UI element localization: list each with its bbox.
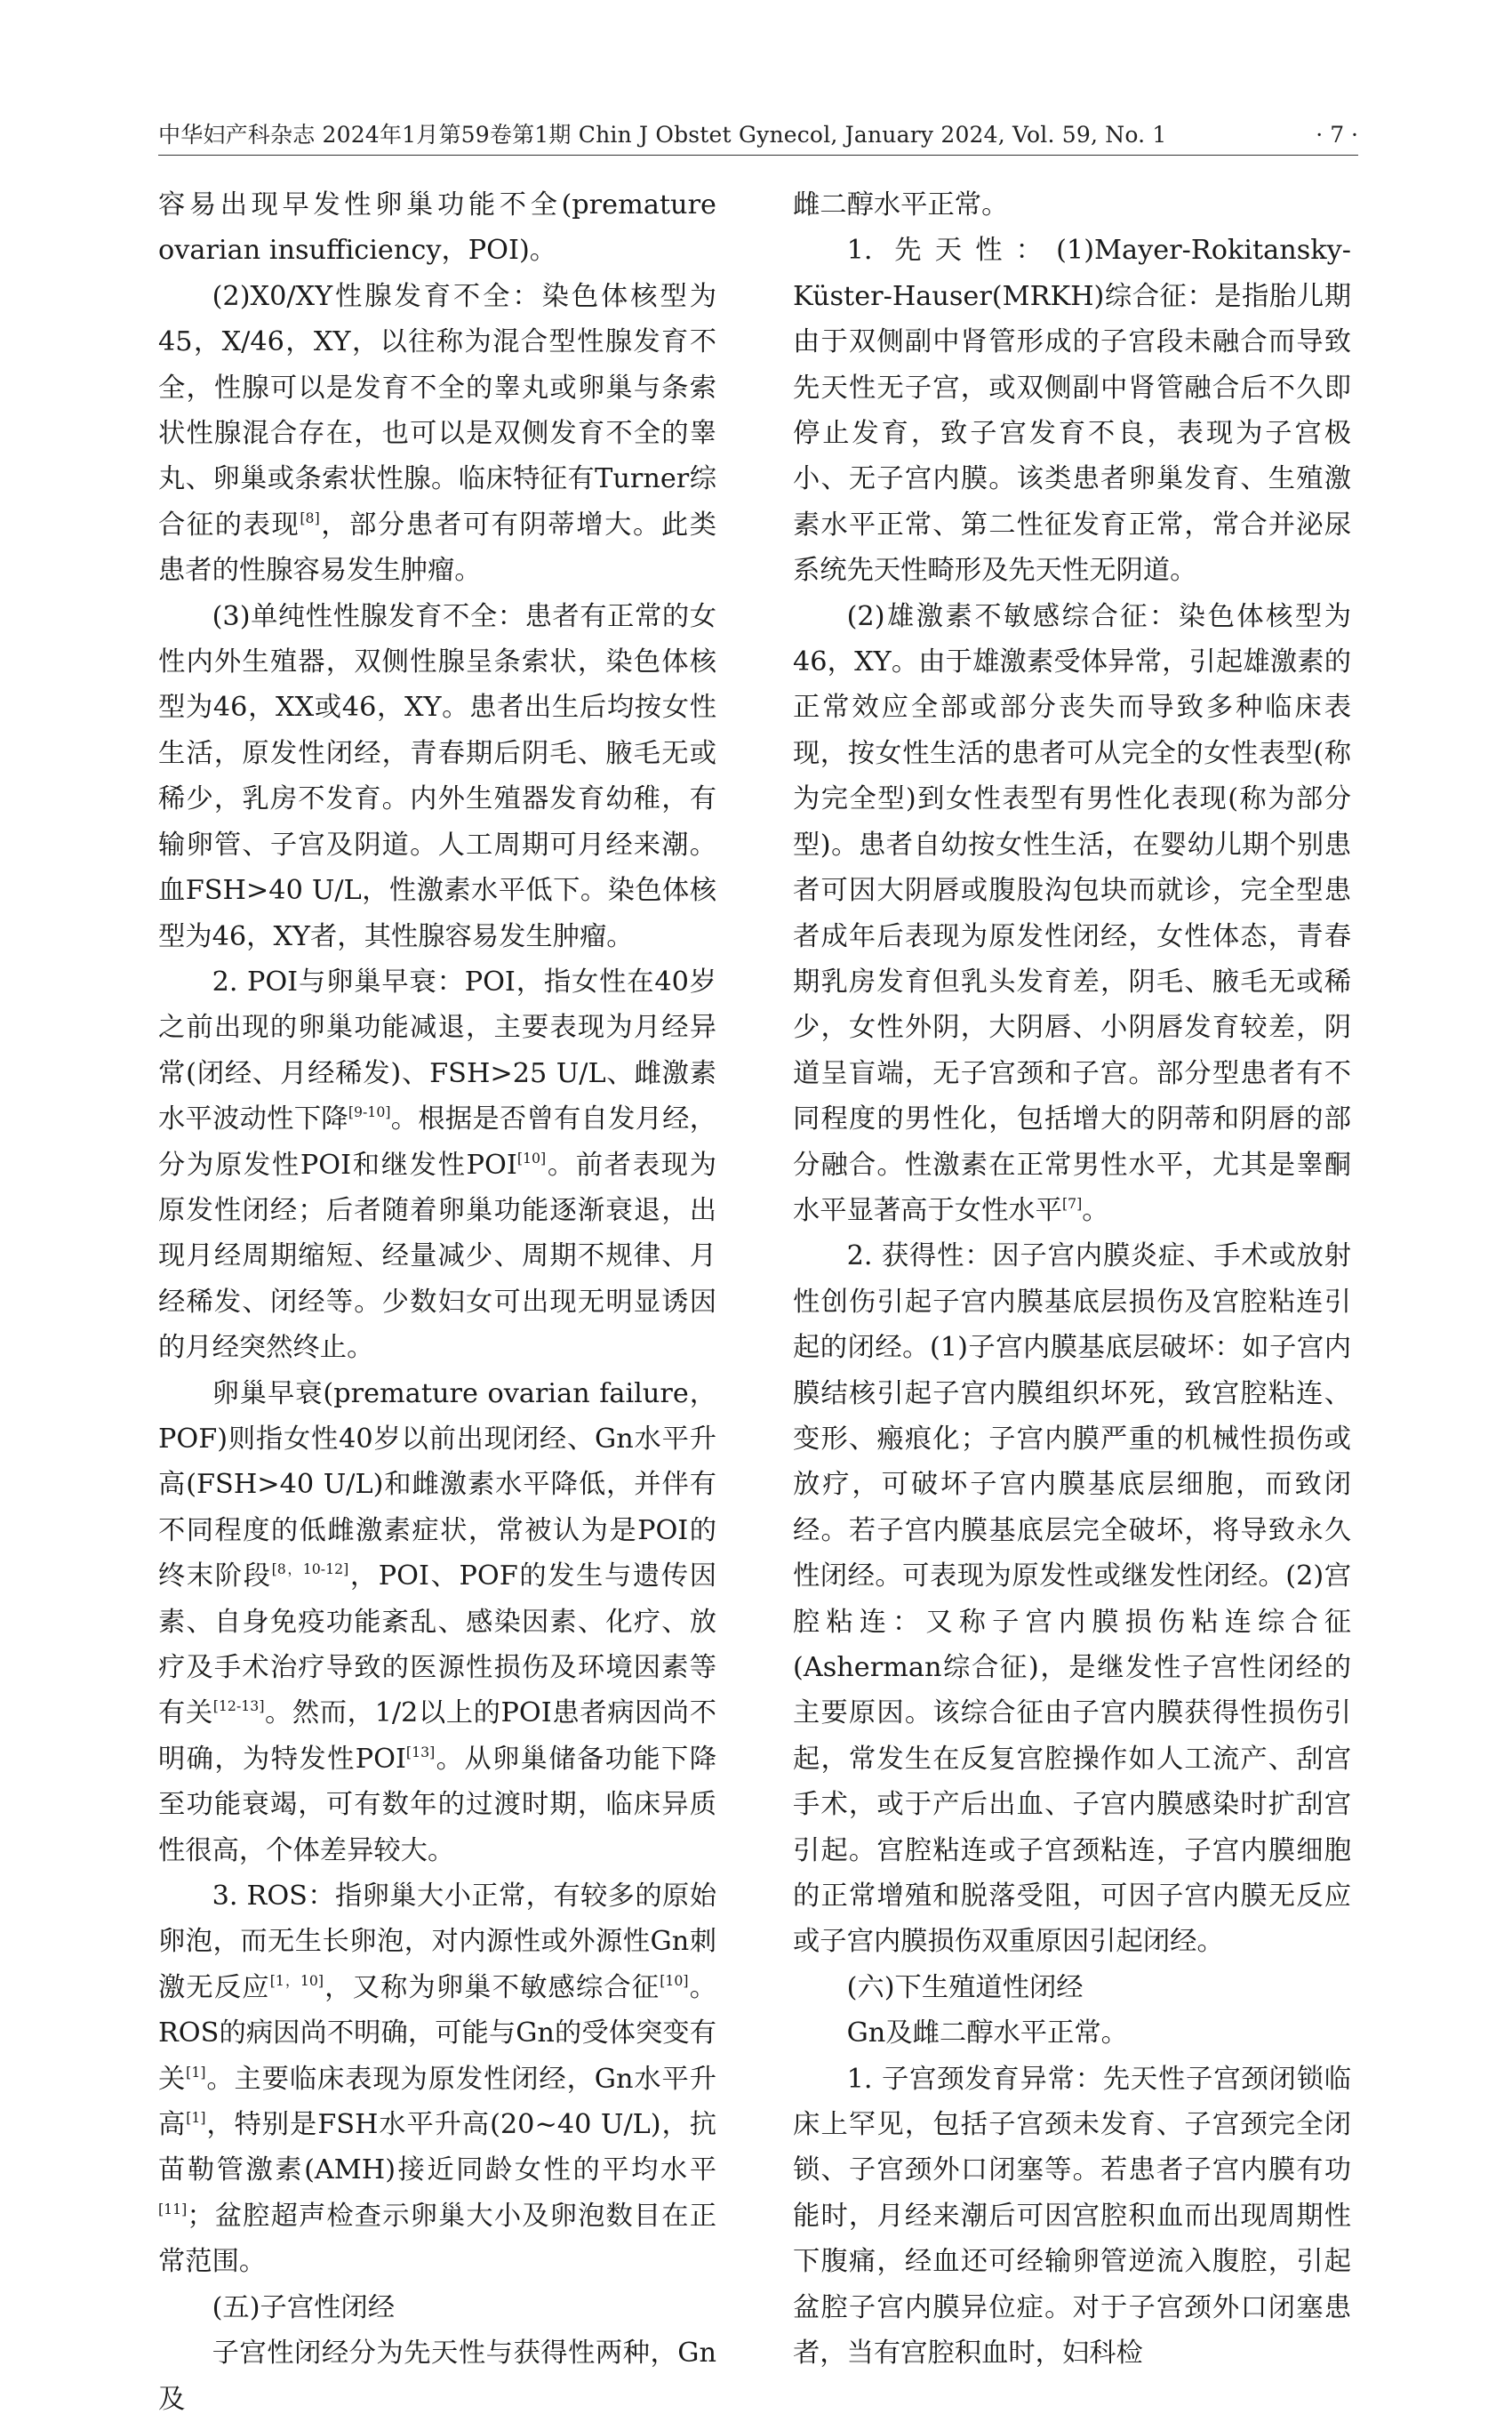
text-run: 2. 获得性：因子宫内膜炎症、手术或放射性创伤引起子宫内膜基底层损伤及宫腔粘连引起的闭经。(1)子宫内膜基底层破坏：如子宫内膜结核引起子宫内膜组织坏死，致宫腔粘连、变形、瘢痕化；子宫内膜严重的机械性损伤或放疗，可破坏子宫内膜基底层细胞，而致闭经。若子宫内膜基底层完全破坏，将导致永久性闭经。可表现为原发性或继发性闭经。(2)宫腔粘连：又称子宫内膜损伤粘连综合征(Asherman综合征)，是继发性子宫性闭经的主要原因。该综合征由子宫内膜获得性损伤引起，常发生在反复宫腔操作如人工流产、刮宫手术，或于产后出血、子宫内膜感染时扩刮宫引起。宫腔粘连或子宫颈粘连，子宫内膜细胞的正常增殖和脱落受阻，可因子宫内膜无反应或子宫内膜损伤双重原因引起闭经。 bbox=[793, 1240, 1351, 1958]
text-run: 雌二醇水平正常。 bbox=[793, 189, 1009, 221]
citation-superscript: [9-10] bbox=[348, 1103, 391, 1121]
text-run: Gn及雌二醇水平正常。 bbox=[846, 2017, 1128, 2049]
left-column bbox=[158, 182, 716, 2422]
citation-superscript: [1] bbox=[186, 2063, 206, 2081]
paragraph bbox=[793, 594, 1351, 1234]
paragraph bbox=[158, 1873, 716, 2285]
text-run: 。前者表现为原发性闭经；后者随着卵巢功能逐渐衰退，出现月经周期缩短、经量减少、周期不规律、月经稀发、闭经等。少数妇女可出现无明显诱因的月经突然终止。 bbox=[158, 1149, 716, 1364]
paragraph bbox=[158, 274, 716, 594]
citation-superscript: [11] bbox=[158, 2201, 188, 2218]
citation-superscript: [13] bbox=[405, 1744, 436, 1760]
right-column bbox=[793, 182, 1351, 2377]
paragraph bbox=[158, 1371, 716, 1873]
text-run: 子宫性闭经分为先天性与获得性两种，Gn及 bbox=[158, 2338, 716, 2415]
paragraph bbox=[793, 182, 1351, 228]
text-run: (2)雄激素不敏感综合征：染色体核型为46，XY。由于雄激素受体异常，引起雄激素的正常效应全部或部分丧失而导致多种临床表现，按女性生活的患者可从完全的女性表型(称为完全型)到女性表型有男性化表现(称为部分型)。患者自幼按女性生活，在婴幼儿期个别患者可因大阴唇或腹股沟包块而就诊，完全型患者成年后表现为原发性闭经，女性体态，青春期乳房发育但乳头发育差，阴毛、腋毛无或稀少，女性外阴，大阴唇、小阴唇发育较差，阴道呈盲端，无子宫颈和子宫。部分型患者有不同程度的男性化，包括增大的阴蒂和阴唇的部分融合。性激素在正常男性水平，尤其是睾酮水平显著高于女性水平 bbox=[793, 600, 1351, 1226]
text-run: 卵巢早衰(premature ovarian failure，POF)则指女性40岁以前出现闭经、Gn水平升高(FSH>40 U/L)和雌激素水平降低，并伴有不同程度的低雌激素症状，常被认为是POI的终末阶段 bbox=[158, 1377, 716, 1592]
text-run: 。ROS的病因尚不明确，可能与Gn的受体突变有关 bbox=[158, 1971, 716, 2095]
journal-citation: 中华妇产科杂志 2024年1月第59卷第1期 Chin J Obstet Gynecol, January 2024, Vol. 59, No. 1 bbox=[158, 122, 1167, 148]
text-run: (2)X0/XY性腺发育不全：染色体核型为45，X/46，XY，以往称为混合型性腺发育不全，性腺可以是发育不全的睾丸或卵巢与条索状性腺混合存在，也可以是双侧发育不全的睾丸、卵巢或条索状性腺。临床特征有Turner综合征的表现 bbox=[158, 280, 716, 541]
running-header bbox=[158, 116, 1358, 156]
paragraph bbox=[158, 2285, 716, 2330]
text-run: 3. ROS：指卵巢大小正常，有较多的原始卵泡，而无生长卵泡，对内源性或外源性Gn刺激无反应 bbox=[158, 1881, 716, 2003]
text-run: 1. 先天性：(1)Mayer-Rokitansky-Küster-Hauser(MRKH)综合征：是指胎儿期由于双侧副中肾管形成的子宫段未融合而导致先天性无子宫，或双侧副中肾管融合后不久即停止发育，致子宫发育不良，表现为子宫极小、无子宫内膜。该类患者卵巢发育、生殖激素水平正常、第二性征发育正常，常合并泌尿系统先天性畸形及先天性无阴道。 bbox=[793, 235, 1351, 587]
paragraph bbox=[793, 1965, 1351, 2010]
paragraph bbox=[158, 2330, 716, 2422]
text-run: (3)单纯性性腺发育不全：患者有正常的女性内外生殖器，双侧性腺呈条索状，染色体核型为46，XX或46，XY。患者出生后均按女性生活，原发性闭经，青春期后阴毛、腋毛无或稀少，乳房不发育。内外生殖器发育幼稚，有输卵管、子宫及阴道。人工周期可月经来潮。血FSH>40 U/L，性激素水平低下。染色体核型为46，XY者，其性腺容易发生肿瘤。 bbox=[158, 600, 716, 952]
citation-superscript: [1，10] bbox=[269, 1972, 324, 1990]
text-run: (六)下生殖道性闭经 bbox=[846, 1971, 1084, 2003]
citation-superscript: [12-13] bbox=[212, 1697, 265, 1715]
text-run: ，POI、POF的发生与遗传因素、自身免疫功能紊乱、感染因素、化疗、放疗及手术治疗导致的医源性损伤及环境因素等有关 bbox=[158, 1560, 717, 1729]
text-run: 。 bbox=[1082, 1194, 1109, 1226]
citation-superscript: [10] bbox=[516, 1149, 547, 1167]
text-run: ，特别是FSH水平升高(20~40 U/L)，抗苗勒管激素(AMH)接近同龄女性的平均水平 bbox=[158, 2109, 716, 2186]
citation-superscript: [7] bbox=[1061, 1195, 1083, 1213]
paragraph bbox=[793, 1233, 1351, 1965]
text-run: (五)子宫性闭经 bbox=[212, 2291, 396, 2323]
text-run: 容易出现早发性卵巢功能不全(premature ovarian insufficiency，POI)。 bbox=[158, 189, 716, 267]
citation-superscript: [1] bbox=[186, 2109, 206, 2127]
page-number: · 7 · bbox=[1316, 122, 1358, 148]
paragraph bbox=[793, 2057, 1351, 2377]
paragraph bbox=[158, 182, 716, 274]
paragraph bbox=[793, 2010, 1351, 2056]
paragraph bbox=[793, 228, 1351, 593]
citation-superscript: [8] bbox=[300, 509, 320, 527]
text-run: 。然而，1/2以上的POI患者病因尚不明确，为特发性POI bbox=[158, 1697, 717, 1775]
text-run: ，又称为卵巢不敏感综合征 bbox=[324, 1971, 660, 2003]
text-run: ，部分患者可有阴蒂增大。此类患者的性腺容易发生肿瘤。 bbox=[158, 509, 717, 587]
text-run: 2. POI与卵巢早衰：POI，指女性在40岁之前出现的卵巢功能减退，主要表现为月经异常(闭经、月经稀发)、FSH>25 U/L、雌激素水平波动性下降 bbox=[158, 966, 716, 1135]
text-run: 1. 子宫颈发育异常：先天性子宫颈闭锁临床上罕见，包括子宫颈未发育、子宫颈完全闭锁、子宫颈外口闭塞等。若患者子宫内膜有功能时，月经来潮后可因宫腔积血而出现周期性下腹痛，经血还可经输卵管逆流入腹腔，引起盆腔子宫内膜异位症。对于子宫颈外口闭塞患者，当有宫腔积血时，妇科检 bbox=[793, 2063, 1351, 2370]
citation-superscript: [8，10-12] bbox=[271, 1560, 349, 1578]
paragraph bbox=[158, 959, 716, 1371]
text-run: ；盆腔超声检查示卵巢大小及卵泡数目在正常范围。 bbox=[158, 2200, 716, 2278]
text-run: 。主要临床表现为原发性闭经，Gn水平升高 bbox=[158, 2063, 716, 2141]
text-run: 。从卵巢储备功能下降至功能衰竭，可有数年的过渡时期，临床异质性很高，个体差异较大。 bbox=[158, 1743, 717, 1866]
paragraph bbox=[158, 594, 716, 959]
text-run: 。根据是否曾有自发月经，分为原发性POI和继发性POI bbox=[158, 1103, 717, 1181]
citation-superscript: [10] bbox=[660, 1972, 689, 1990]
